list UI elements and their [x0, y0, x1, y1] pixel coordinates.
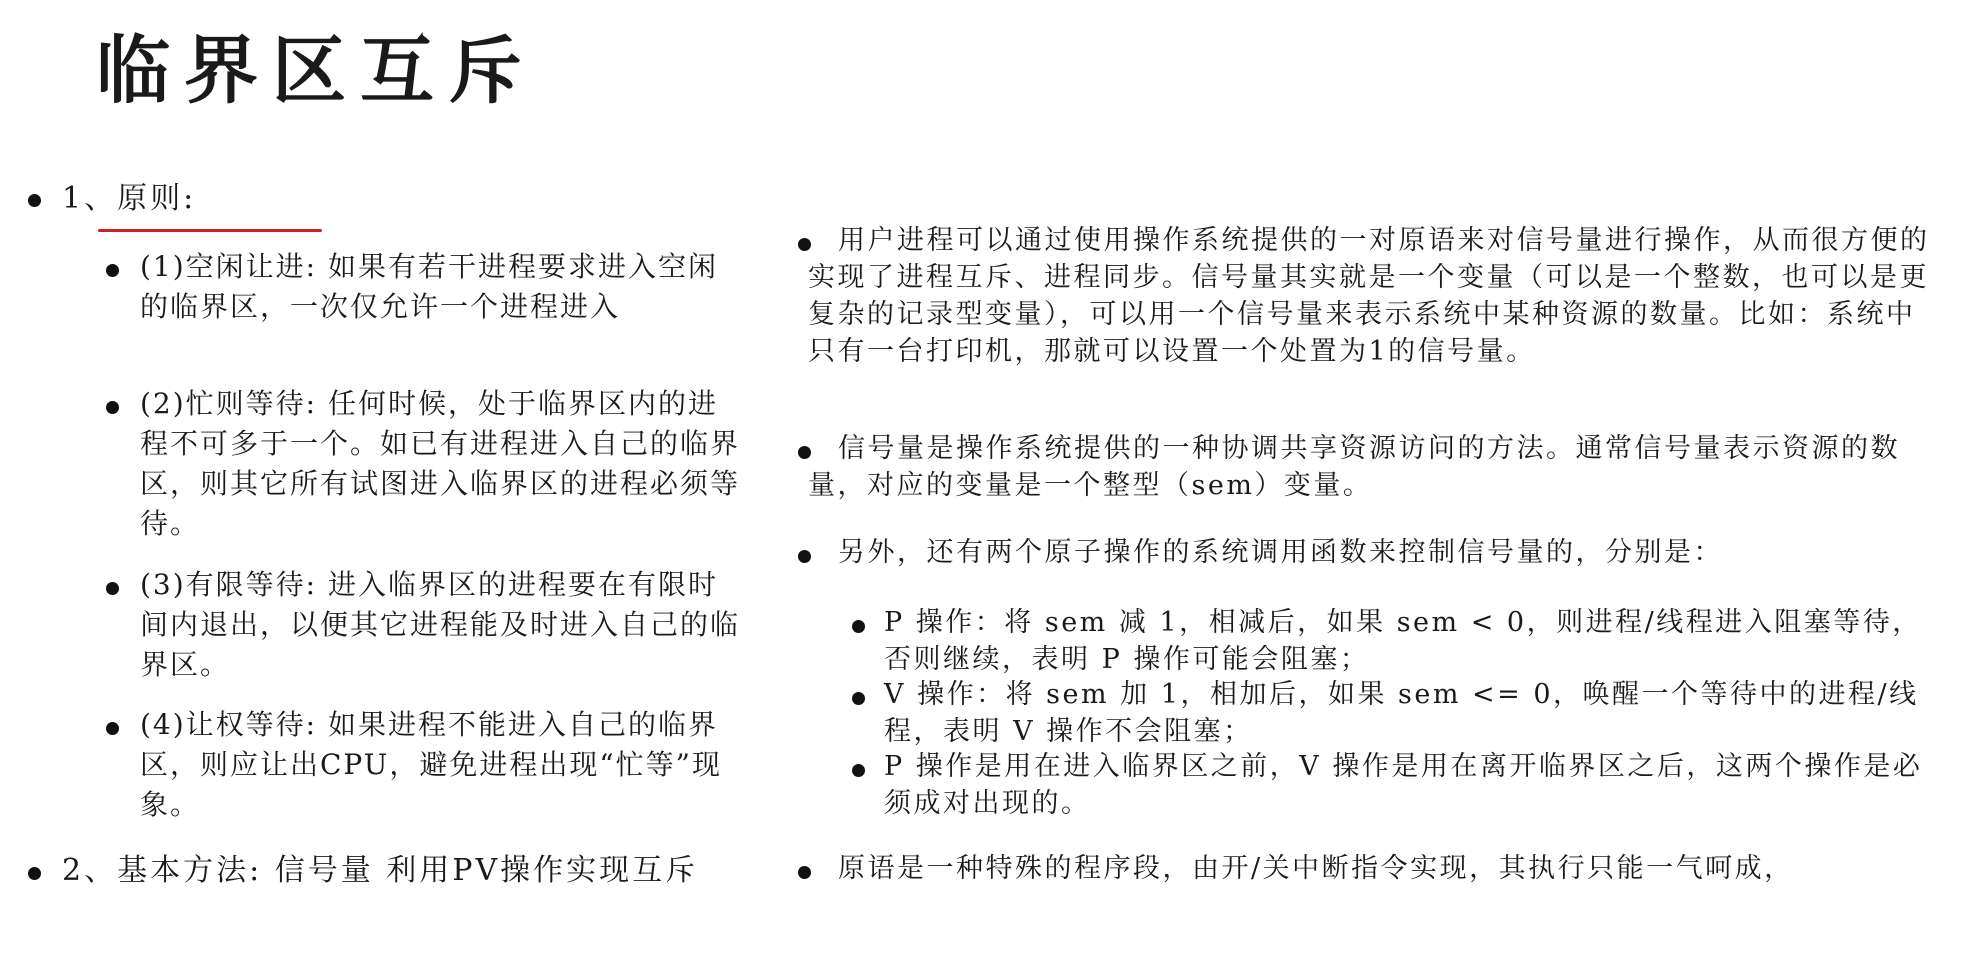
page-title: 临界区互斥: [96, 28, 536, 114]
principle-item-4: (4)让权等待: 如果进程不能进入自己的临界区，则应让出CPU，避免进程出现“忙等”现象。: [140, 708, 722, 821]
principle-heading: 1、原则:: [62, 181, 197, 216]
bullet-dot: [106, 582, 119, 595]
p-operation-item: P 操作：将 sem 减 1，相减后，如果 sem < 0，则进程/线程进入阻塞等待，否则继续，表明 P 操作可能会阻塞；: [884, 607, 1922, 675]
principle-item-3: (3)有限等待: 进入临界区的进程要在有限时间内退出，以便其它进程能及时进入自己的临界区。: [140, 568, 741, 681]
method-heading: 2、基本方法: 信号量 利用PV操作实现互斥: [62, 853, 699, 888]
semaphore-paragraph: 用户进程可以通过使用操作系统提供的一对原语来对信号量进行操作，从而很方便的实现了进程互斥、进程同步。信号量其实就是一个变量（可以是一个整数，也可以是更复杂的记录型变量），可以用一个信号量来表示系统中某种资源的数量。比如：系统中只有一台打印机，那就可以设置一个处置为1的信号量。: [808, 225, 1930, 367]
bullet-dot: [106, 722, 119, 735]
semaphore-definition: 信号量是操作系统提供的一种协调共享资源访问的方法。通常信号量表示资源的数量，对应的变量是一个整型（sem）变量。: [808, 433, 1900, 501]
bullet-dot: [28, 867, 41, 880]
principle-item-2: (2)忙则等待: 任何时候，处于临界区内的进程不可多于一个。如已有进程进入自己的临界区，则其它所有试图进入临界区的进程必须等待。: [140, 387, 741, 540]
bullet-dot: [852, 764, 865, 777]
heading-underline: [98, 229, 322, 232]
bullet-dot: [106, 264, 119, 277]
bullet-dot: [852, 620, 865, 633]
bullet-dot: [106, 401, 119, 414]
primitive-paragraph: 原语是一种特殊的程序段，由开/关中断指令实现，其执行只能一气呵成，: [838, 853, 1794, 884]
bullet-dot: [28, 194, 41, 207]
pv-pairing-item: P 操作是用在进入临界区之前，V 操作是用在离开临界区之后，这两个操作是必须成对出现的。: [884, 751, 1923, 819]
bullet-dot: [852, 692, 865, 705]
principle-item-1: (1)空闲让进: 如果有若干进程要求进入空闲的临界区，一次仅允许一个进程进入: [140, 250, 718, 323]
v-operation-item: V 操作：将 sem 加 1，相加后，如果 sem <= 0，唤醒一个等待中的进程/线程，表明 V 操作不会阻塞；: [884, 679, 1919, 747]
atomic-ops-intro: 另外，还有两个原子操作的系统调用函数来控制信号量的，分别是：: [838, 537, 1723, 568]
